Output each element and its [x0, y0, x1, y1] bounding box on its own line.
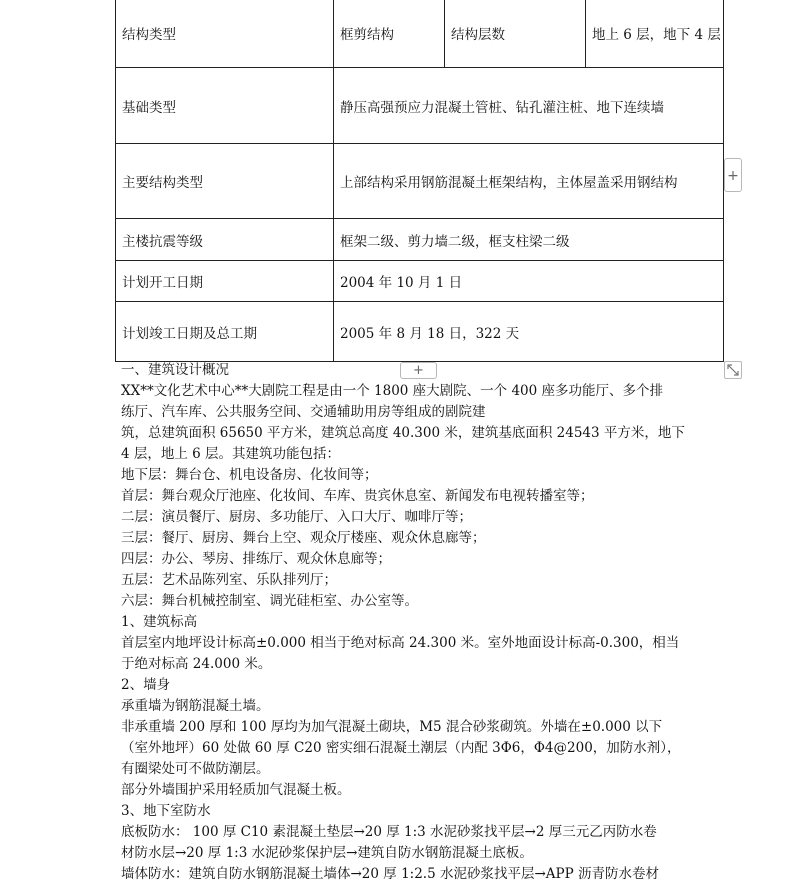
main-structure-label[interactable]: 主要结构类型 [116, 144, 334, 219]
paragraph-line[interactable]: 材防水层→20 厚 1:3 水泥砂浆保护层→建筑自防水钢筋混凝土底板。 [121, 845, 533, 861]
table-row [116, 302, 724, 362]
paragraph-line[interactable]: 于绝对标高 24.000 米。 [121, 656, 272, 672]
completion-date-value[interactable]: 2005 年 8 月 18 日，322 天 [334, 302, 724, 362]
foundation-type-label[interactable]: 基础类型 [116, 68, 334, 144]
paragraph-line[interactable]: 2、墙身 [121, 677, 171, 693]
foundation-type-value[interactable]: 静压高强预应力混凝土管桩、钻孔灌注桩、地下连续墙 [334, 68, 724, 144]
completion-date-label[interactable]: 计划竣工日期及总工期 [116, 302, 334, 362]
paragraph-line[interactable]: 四层：办公、琴房、排练厅、观众休息廊等； [121, 551, 391, 567]
seismic-grade-value[interactable]: 框架二级、剪力墙二级，框支柱梁二级 [334, 219, 724, 261]
paragraph-line[interactable]: 首层室内地坪设计标高±0.000 相当于绝对标高 24.300 米。室外地面设计标高-0.300，相当 [121, 635, 680, 651]
paragraph-line[interactable]: 六层：舞台机械控制室、调光硅柜室、办公室等。 [121, 593, 418, 609]
project-info-table [115, 0, 724, 362]
paragraph-line[interactable]: 1、建筑标高 [121, 614, 198, 630]
paragraph-line[interactable]: 地下层：舞台仓、机电设备房、化妆间等； [121, 467, 378, 483]
table-row [116, 261, 724, 302]
seismic-grade-label[interactable]: 主楼抗震等级 [116, 219, 334, 261]
paragraph-line[interactable]: XX**文化艺术中心**大剧院工程是由一个 1800 座大剧院、一个 400 座多功能厅、多个排 [121, 383, 664, 399]
paragraph-line[interactable]: 底板防水： 100 厚 C10 素混凝土垫层→20 厚 1:3 水泥砂浆找平层→2 厚三元乙丙防水卷 [121, 824, 657, 840]
document-body [121, 360, 683, 885]
table-row [116, 219, 724, 261]
paragraph-line[interactable]: 首层：舞台观众厅池座、化妆间、车库、贵宾休息室、新闻发布电视转播室等； [121, 488, 594, 504]
structure-floors-value[interactable]: 地上 6 层，地下 4 层 [586, 0, 724, 68]
start-date-label[interactable]: 计划开工日期 [116, 261, 334, 302]
section-heading[interactable]: 一、建筑设计概况 [121, 362, 229, 378]
paragraph-line[interactable]: 3、地下室防水 [121, 803, 211, 819]
paragraph-line[interactable]: 墙体防水：建筑自防水钢筋混凝土墙体→20 厚 1:2.5 水泥砂浆找平层→APP 沥青防水卷材 [121, 866, 659, 882]
paragraph-line[interactable]: 筑，总建筑面积 65650 平方米，建筑总高度 40.300 米，建筑基底面积 24543 平方米，地下 [121, 425, 685, 441]
paragraph-line[interactable]: 三层：餐厅、厨房、舞台上空、观众厅楼座、观众休息廊等； [121, 530, 486, 546]
expand-arrows-icon[interactable] [724, 361, 742, 379]
paragraph-line[interactable]: 承重墙为钢筋混凝土墙。 [121, 698, 270, 714]
paragraph-line[interactable]: 有圈梁处可不做防潮层。 [121, 761, 270, 777]
paragraph-line[interactable]: 五层：艺术品陈列室、乐队排列厅； [121, 572, 337, 588]
add-row-button[interactable]: + [724, 158, 742, 192]
paragraph-line[interactable]: 非承重墙 200 厚和 100 厚均为加气混凝土砌块，M5 混合砂浆砌筑。外墙在±0.000 以下 [121, 719, 663, 735]
main-structure-value[interactable]: 上部结构采用钢筋混凝土框架结构，主体屋盖采用钢结构 [334, 144, 724, 219]
paragraph-line[interactable]: 部分外墙围护采用轻质加气混凝土板。 [121, 782, 351, 798]
structure-type-label[interactable]: 结构类型 [116, 0, 334, 68]
add-column-button[interactable]: + [400, 362, 437, 379]
structure-type-value[interactable]: 框剪结构 [334, 0, 445, 68]
structure-floors-label[interactable]: 结构层数 [445, 0, 586, 68]
paragraph-line[interactable]: （室外地坪）60 处做 60 厚 C20 密实细石混凝土潮层（内配 3Φ6，Φ4@200，加防水剂）， [121, 740, 681, 756]
table-row [116, 68, 724, 144]
paragraph-line[interactable]: 4 层，地上 6 层。其建筑功能包括： [121, 446, 341, 462]
paragraph-line[interactable]: 二层：演员餐厅、厨房、多功能厅、入口大厅、咖啡厅等； [121, 509, 472, 525]
start-date-value[interactable]: 2004 年 10 月 1 日 [334, 261, 724, 302]
table-row [116, 0, 724, 68]
table-row [116, 144, 724, 219]
paragraph-line[interactable]: 练厅、汽车库、公共服务空间、交通辅助用房等组成的剧院建 [121, 404, 486, 420]
